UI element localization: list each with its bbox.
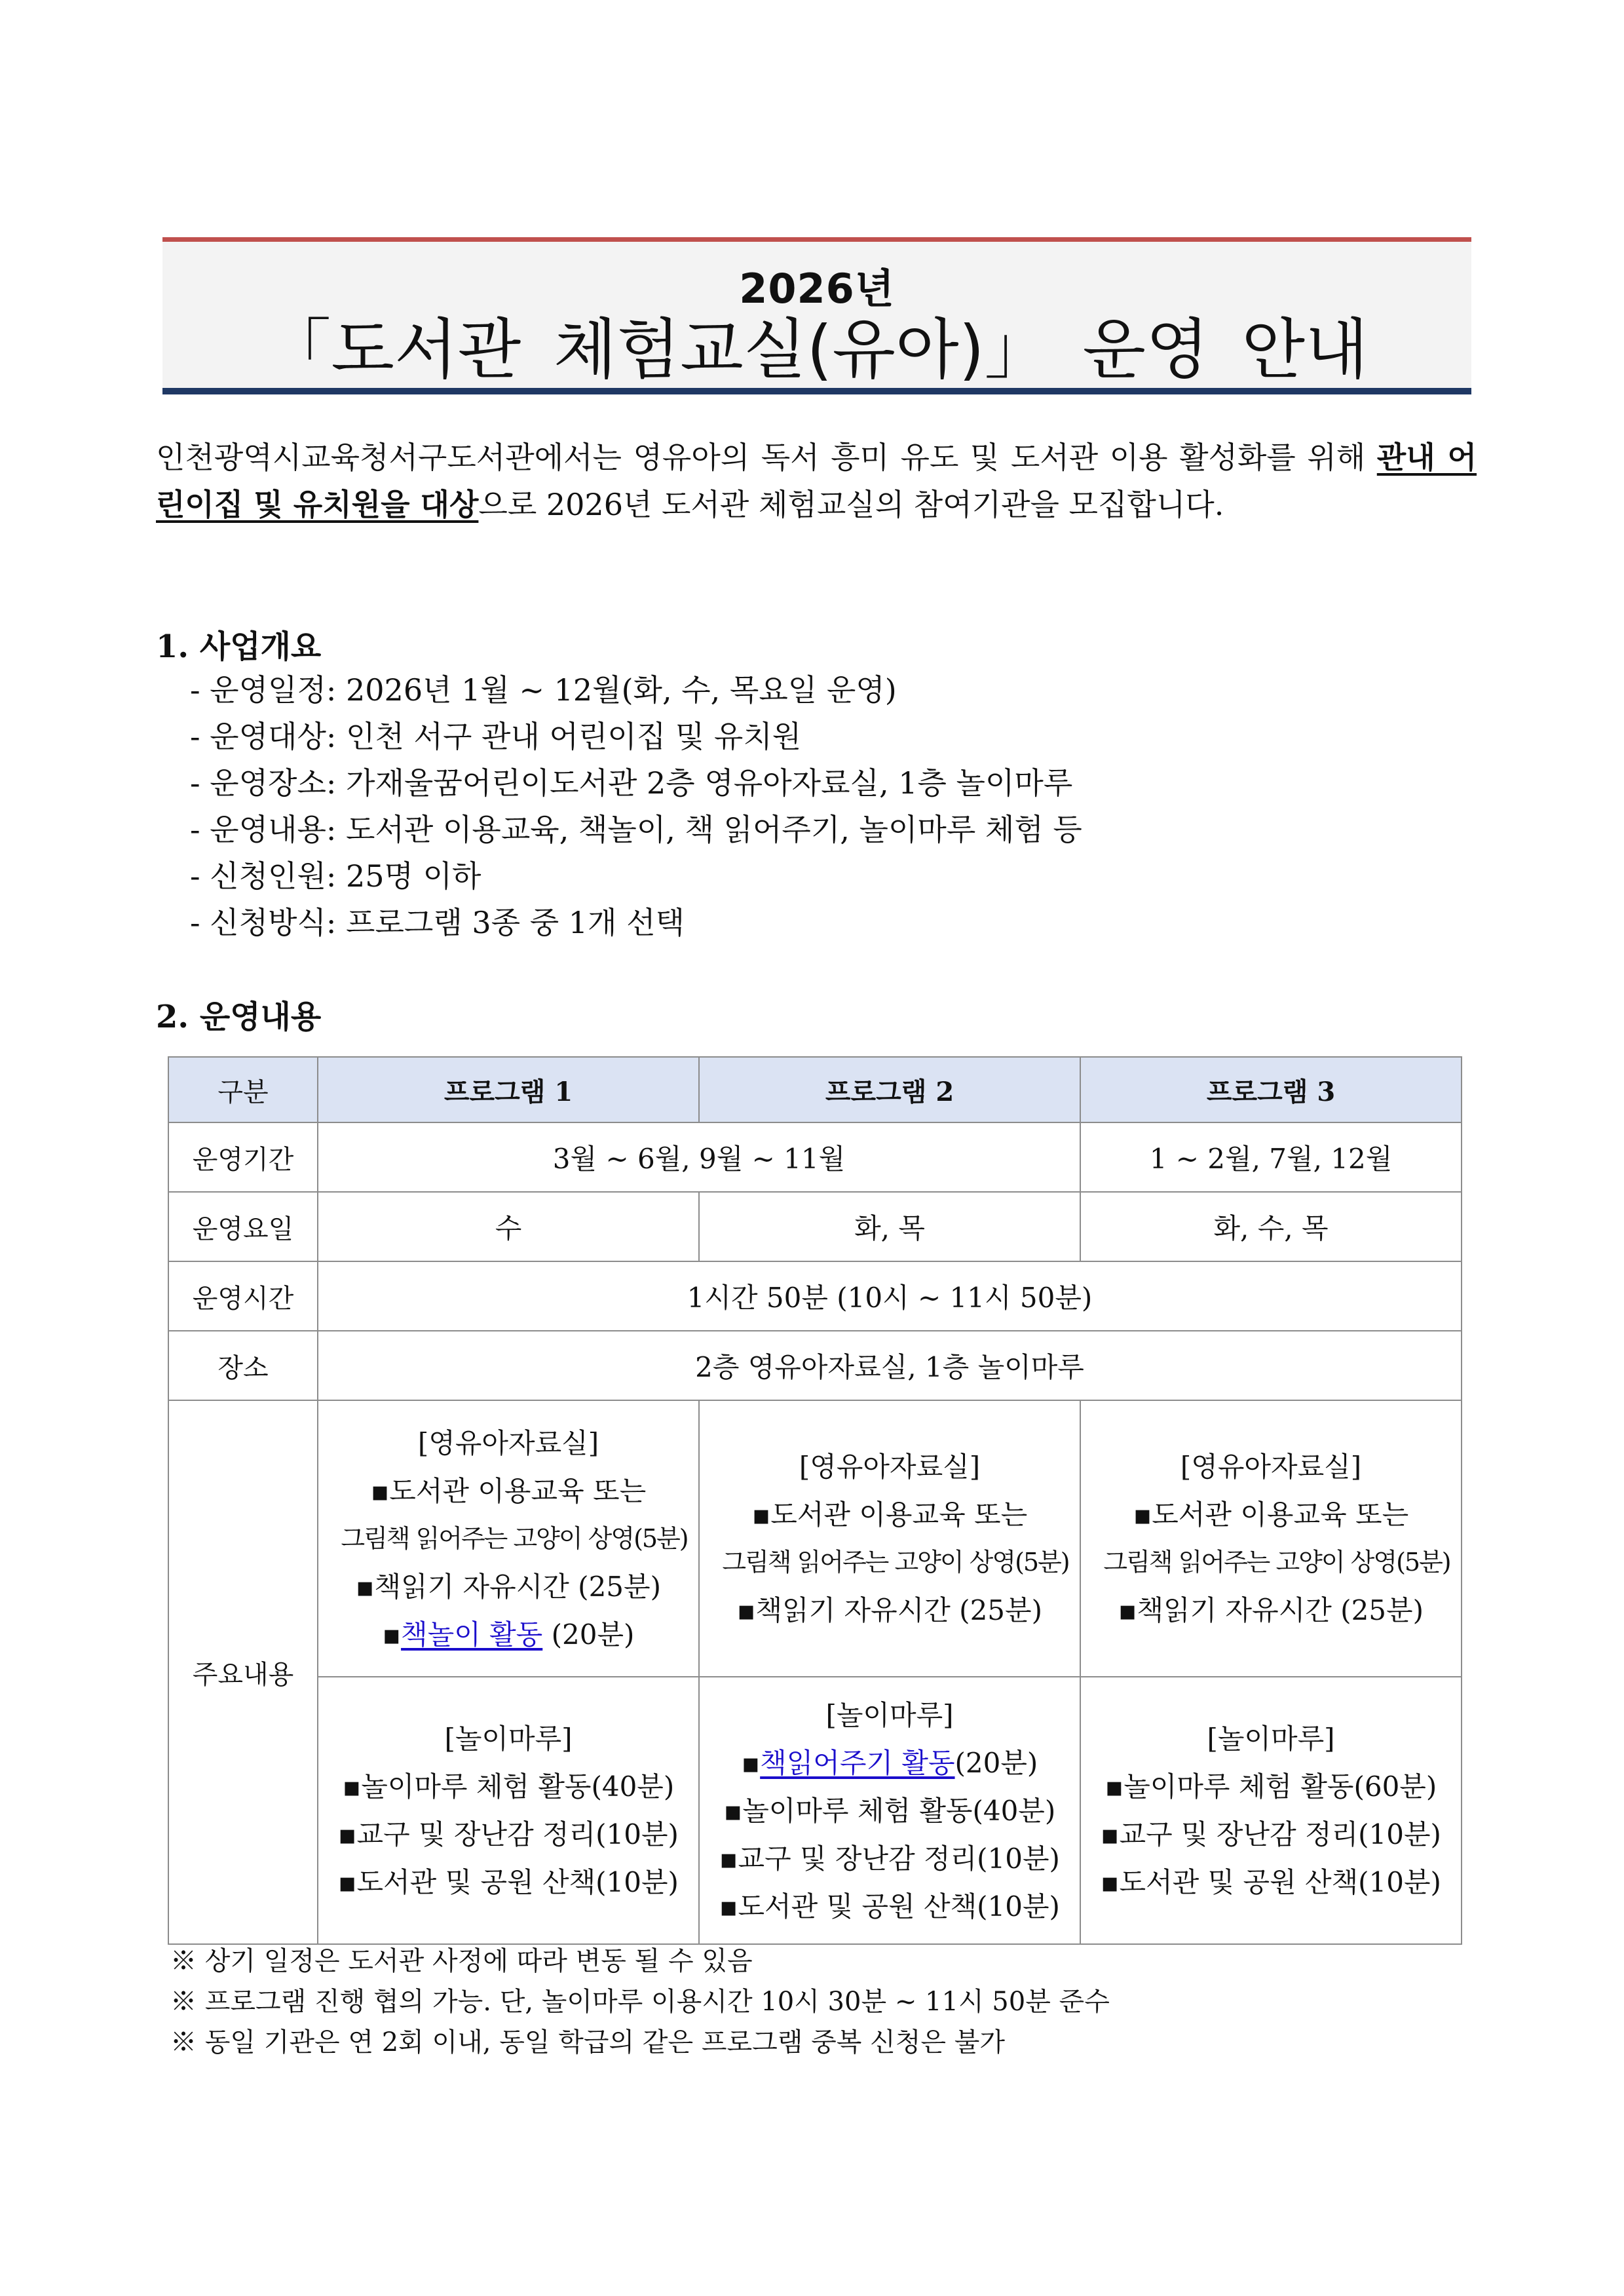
cell-line: ▪놀이마루 체험 활동(60분) — [1105, 1770, 1437, 1803]
table-row — [168, 1261, 1462, 1331]
overview-list — [190, 667, 1082, 946]
note-item: ※ 프로그램 진행 협의 가능. 단, 놀이마루 이용시간 10시 30분 ~ 11시 50분 준수 — [170, 1987, 1110, 2017]
cell-line: ▪도서관 이용교육 또는 — [1133, 1499, 1409, 1531]
list-item: - 운영대상: 인천 서구 관내 어린이집 및 유치원 — [190, 719, 802, 754]
read-aloud-activity-link[interactable]: 책읽어주기 활동 — [760, 1746, 955, 1779]
list-item: - 신청방식: 프로그램 3종 중 1개 선택 — [190, 905, 685, 940]
cell-line: ▪책읽기 자유시간 (25분) — [356, 1570, 661, 1603]
list-item: - 운영장소: 가재울꿈어린이도서관 2층 영유아자료실, 1층 놀이마루 — [190, 765, 1073, 801]
row-label-period: 운영기간 — [168, 1122, 318, 1192]
cell-title: [놀이마루] — [444, 1723, 573, 1755]
p2-play-cell — [699, 1677, 1080, 1944]
cell-line: 그림책 읽어주는 고양이 상영(5분) — [1103, 1548, 1450, 1577]
cell-line: ▪도서관 이용교육 또는 — [751, 1499, 1028, 1531]
cell-line: ▪교구 및 장난감 정리(10분) — [1101, 1818, 1441, 1850]
cell-line: ▪도서관 이용교육 또는 — [370, 1474, 647, 1507]
cell-line: 그림책 읽어주는 고양이 상영(5분) — [341, 1523, 688, 1553]
duration-text: (20분) — [954, 1746, 1038, 1779]
intro-paragraph — [156, 434, 1477, 528]
section2-heading: 2. 운영내용 — [156, 999, 322, 1035]
table-row — [168, 1122, 1462, 1192]
period-program-1-2: 3월 ~ 6월, 9월 ~ 11월 — [318, 1122, 1080, 1192]
row-label-content: 주요내용 — [168, 1400, 318, 1944]
cell-title: [영유아자료실] — [799, 1451, 981, 1483]
cell-line: ▪책읽기 자유시간 (25분) — [737, 1594, 1042, 1626]
duration-text: (20분) — [542, 1618, 635, 1651]
cell-line: ▪도서관 및 공원 산책(10분) — [1101, 1866, 1441, 1898]
p1-room-cell — [318, 1400, 699, 1677]
list-item: - 신청인원: 25명 이하 — [190, 858, 482, 894]
days-program-3: 화, 수, 목 — [1080, 1192, 1462, 1261]
row-label-time: 운영시간 — [168, 1261, 318, 1331]
book-play-activity-link[interactable]: 책놀이 활동 — [401, 1618, 543, 1651]
list-item: - 운영일정: 2026년 1월 ~ 12월(화, 수, 목요일 운영) — [190, 672, 897, 708]
intro-emphasis: 관내 어린이집 및 유치원을 대상 — [156, 440, 1477, 522]
bullet: ▪ — [741, 1746, 761, 1779]
list-item: - 운영내용: 도서관 이용교육, 책놀이, 책 읽어주기, 놀이마루 체험 등 — [190, 812, 1082, 847]
cell-line: ▪교구 및 장난감 정리(10분) — [719, 1842, 1060, 1875]
days-program-2: 화, 목 — [699, 1192, 1080, 1261]
cell-title: [놀이마루] — [1207, 1723, 1335, 1755]
cell-title: [영유아자료실] — [1180, 1451, 1362, 1483]
cell-line: ▪교구 및 장난감 정리(10분) — [338, 1818, 679, 1850]
time-value: 1시간 50분 (10시 ~ 11시 50분) — [318, 1261, 1462, 1331]
page-title: 「도서관 체험교실(유아)」 운영 안내 — [265, 311, 1369, 388]
cell-line: ▪놀이마루 체험 활동(40분) — [723, 1794, 1056, 1827]
p3-room-cell — [1080, 1400, 1462, 1677]
cell-line: ▪놀이마루 체험 활동(40분) — [342, 1770, 675, 1803]
days-program-1: 수 — [318, 1192, 699, 1261]
header-program-2: 프로그램 2 — [699, 1057, 1080, 1122]
header-program-1: 프로그램 1 — [318, 1057, 699, 1122]
table-row — [168, 1331, 1462, 1400]
table-row — [168, 1400, 1462, 1677]
cell-title: [놀이마루] — [825, 1698, 954, 1731]
p1-play-cell — [318, 1677, 699, 1944]
header-category: 구분 — [168, 1057, 318, 1122]
table-header-row — [168, 1057, 1462, 1122]
cell-line — [318, 1611, 698, 1658]
intro-text-2: 으로 2026년 도서관 체험교실의 참여기관을 모집합니다. — [478, 487, 1224, 522]
period-program-3: 1 ~ 2월, 7월, 12월 — [1080, 1122, 1462, 1192]
notes-list — [170, 1941, 1110, 2063]
section1-heading: 1. 사업개요 — [156, 628, 322, 665]
intro-text-1: 인천광역시교육청서구도서관에서는 영유아의 독서 흥미 유도 및 도서관 이용 활성화를 위해 — [156, 440, 1377, 475]
header-program-3: 프로그램 3 — [1080, 1057, 1462, 1122]
program-table — [168, 1056, 1462, 1945]
p2-room-cell — [699, 1400, 1080, 1677]
cell-line: 그림책 읽어주는 고양이 상영(5분) — [722, 1548, 1069, 1577]
cell-line: ▪도서관 및 공원 산책(10분) — [338, 1866, 679, 1898]
place-value: 2층 영유아자료실, 1층 놀이마루 — [318, 1331, 1462, 1400]
cell-title: [영유아자료실] — [417, 1426, 599, 1459]
cell-line: ▪책읽기 자유시간 (25분) — [1118, 1594, 1424, 1626]
table-row — [168, 1677, 1462, 1944]
p3-play-cell — [1080, 1677, 1462, 1944]
note-item: ※ 동일 기관은 연 2회 이내, 동일 학급의 같은 프로그램 중복 신청은 불가 — [170, 2027, 1006, 2057]
note-item: ※ 상기 일정은 도서관 사정에 따라 변동 될 수 있음 — [170, 1946, 753, 1976]
row-label-place: 장소 — [168, 1331, 318, 1400]
title-year: 2026년 — [739, 265, 895, 313]
table-row — [168, 1192, 1462, 1261]
title-block — [162, 237, 1471, 394]
program-table-wrapper — [168, 1056, 1461, 1945]
cell-line — [700, 1739, 1080, 1787]
row-label-days: 운영요일 — [168, 1192, 318, 1261]
cell-line: ▪도서관 및 공원 산책(10분) — [719, 1890, 1060, 1923]
bullet: ▪ — [382, 1618, 402, 1651]
